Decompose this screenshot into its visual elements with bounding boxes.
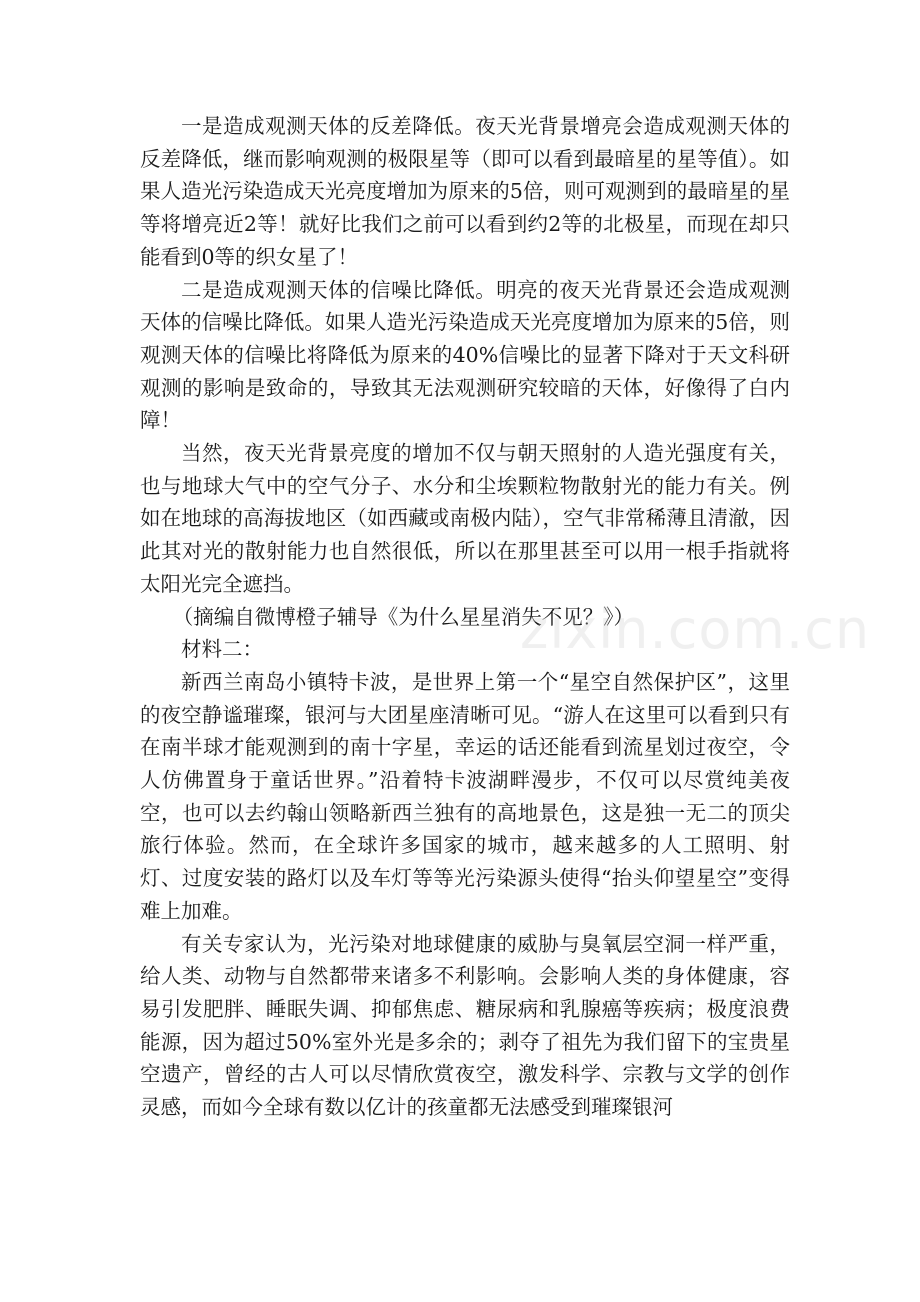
paragraph-atmosphere: 当然，夜天光背景亮度的增加不仅与朝天照射的人造光强度有关，也与地球大气中的空气分子、水分和尘埃颗粒物散射光的能力有关。例如在地球的高海拔地区（如西藏或南极内陆），空气非常稀薄且清澈，因此其对光的散射能力也自然很低，所以在那里甚至可以用一根手指就将太阳光完全遮挡。 xyxy=(140,441,790,596)
watermark: zixin.com.cn xyxy=(520,598,871,661)
paragraph-tekapo: 新西兰南岛小镇特卡波，是世界上第一个“星空自然保护区”，这里的夜空静谧璀璨，银河与大团星座清晰可见。“游人在这里可以看到只有在南半球才能观测到的南十字星，幸运的话还能看到流星划过夜空，令人仿佛置身于童话世界。”沿着特卡波湖畔漫步，不仅可以尽赏纯美夜空，也可以去约翰山领略新西兰独有的高地景色，这是独一无二的顶尖旅行体验。然而，在全球许多国家的城市，越来越多的人工照明、射灯、过度安装的路灯以及车灯等等光污染源头使得“抬头仰望星空”变得难上加难。 xyxy=(140,669,790,923)
paragraph-contrast: 一是造成观测天体的反差降低。夜天光背景增亮会造成观测天体的反差降低，继而影响观测的极限星等（即可以看到最暗星的星等值）。如果人造光污染造成天光亮度增加为原来的5倍，则可观测到的最暗星的星等将增亮近2等！就好比我们之前可以看到约2等的北极星，而现在却只能看到0等的织女星了！ xyxy=(140,114,790,269)
section-heading-material-two: 材料二： xyxy=(181,637,263,662)
source-citation: （摘编自微博橙子辅导《为什么星星消失不见？》） xyxy=(172,604,635,629)
document-body xyxy=(140,110,790,1124)
paragraph-snr: 二是造成观测天体的信噪比降低。明亮的夜天光背景还会造成观测天体的信噪比降低。如果人造光污染造成天光亮度增加为原来的5倍，则观测天体的信噪比将降低为原来的40%信噪比的显著下降对于天文科研观测的影响是致命的，导致其无法观测研究较暗的天体，好像得了白内障！ xyxy=(140,277,790,433)
paragraph-experts: 有关专家认为，光污染对地球健康的威胁与臭氧层空洞一样严重，给人类、动物与自然都带来诸多不利影响。会影响人类的身体健康，容易引发肥胖、睡眠失调、抑郁焦虑、糖尿病和乳腺癌等疾病；极度浪费能源，因为超过50%室外光是多余的；剥夺了祖先为我们留下的宝贵星空遗产，曾经的古人可以尽情欣赏夜空，激发科学、宗教与文学的创作灵感，而如今全球有数以亿计的孩童都无法感受到璀璨银河 xyxy=(140,931,790,1120)
